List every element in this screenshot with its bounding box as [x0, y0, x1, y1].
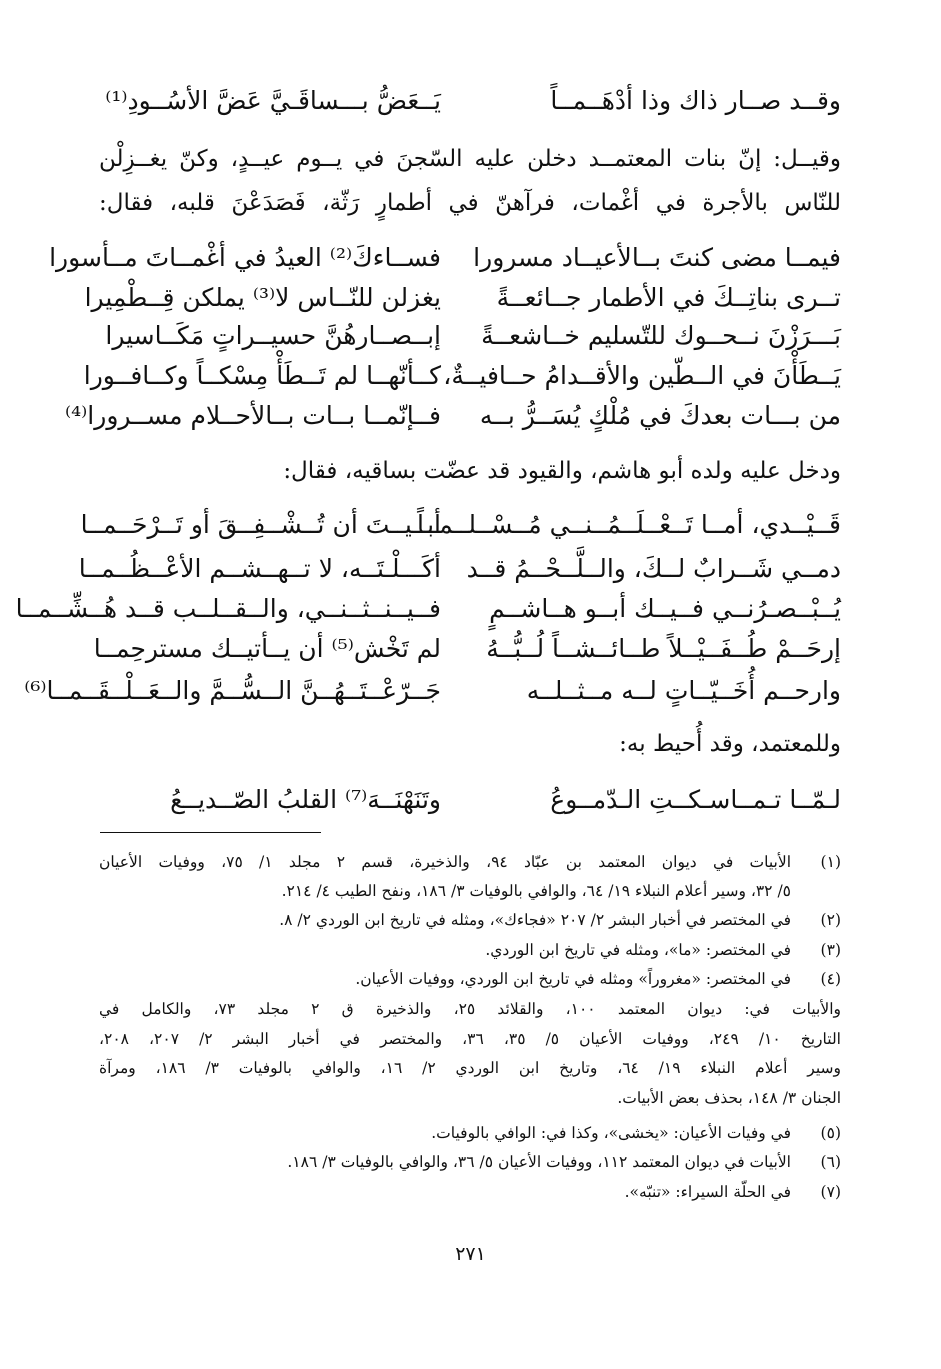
poem1-verse-3-h2: إبــصــارهُنَّ حسيــراتٍ مَكَــاسيرا — [105, 321, 441, 350]
page-number: ٢٧١ — [455, 1243, 486, 1265]
poem2-verse-2-h2: أكَـــلْـتَــه، لا تــهــشــم الأعْــظُــمــا — [78, 554, 441, 583]
footnote-line: في المختصر في أخبار البشر ٢/ ٢٠٧ «فجاءك»، ومثله في تاريخ ابن الوردي ٢/ ٨. — [279, 911, 791, 929]
footnote-number: (١) — [820, 853, 841, 871]
poem2-verse-3-h1: يُــبْــصـرُنــي فــيــك أبــو هــاشــمٍ — [489, 594, 841, 623]
footnote-line: في المختصر: «ما»، ومثله في تاريخ ابن الوردي. — [485, 941, 791, 959]
poem1-verse-5-h2: فــإنّمــا بــات بــالأحــلام مســرورا⁽⁴⁾ — [64, 401, 441, 430]
paragraph-2: ودخل عليه ولده أبو هاشم، والقيود قد عضّت بساقيه، فقال: — [283, 458, 841, 484]
poem1-verse-3-h1: بَـــرَزْنَ نــحــوك للتّسليم خــاشعــةً — [481, 321, 841, 350]
poem1-verse-1-h2: فســاءكَ⁽²⁾ العيدُ في أغْمــاتَ مــأسورا — [49, 243, 441, 272]
poem1-verse-1-h1: فيمــا مضى كنتَ بــالأعيــاد مسرورا — [473, 243, 841, 272]
footnote-number: (٣) — [820, 941, 841, 959]
poem1-verse-4-h2: كــأنّهــا لم تَــطَأْ مِسْكــاً وكــافــورا — [83, 361, 441, 390]
poem2-verse-5-h1: وارحــم أُخَــيّــاتٍ لــه مــثــلــه — [526, 676, 841, 705]
final-verse-h1: لـمّــا تـمــاسـكــتِ الـدّمــوعُ — [550, 785, 841, 814]
footnote-line: والأبيات في: ديوان المعتمد ١٠٠، والقلائد ٢٥، والذخيرة ق ٢ مجلد ٧٣، والكامل في — [99, 1000, 841, 1018]
footnote-line: في الحلّة السيراء: «تنبّه». — [624, 1183, 791, 1201]
poem2-verse-4-h1: إرحَــمْ طُــفَــيْــلاً طــائــشــاً لُــبُّــهُ — [486, 634, 841, 663]
footnote-number: (٢) — [820, 911, 841, 929]
paragraph-3: وللمعتمد، وقد أُحيط به: — [619, 731, 841, 757]
footnote-line: في وفيات الأعيان: «يخشى»، وكذا في: الوافي بالوفيات. — [431, 1124, 791, 1142]
footnote-line: الجنان ٣/ ١٤٨، بحذف بعض الأبيات. — [617, 1089, 841, 1107]
poem1-verse-2-h2: يغزلن للنّــاس لا⁽³⁾ يملكن قِــطْمِيرا — [84, 283, 441, 312]
opening-verse-second-hemistich: يَــعَضُّ بـــساقَـيَّ عَضَّ الأسُــودِ⁽¹⁾ — [105, 86, 441, 115]
poem2-verse-4-h2: لم تَخْش⁽⁵⁾ أن يــأتيــك مسترحِمــا — [93, 634, 441, 663]
poem2-verse-3-h2: فــيــنــثــنــي، والــقــلــب قــد هُــشِّــمــا — [15, 594, 441, 623]
final-verse-h2: وتَنَهْنَــهَ⁽⁷⁾ القلبُ الصّــديــعُ — [170, 785, 441, 814]
footnote-line: الأبيات في ديوان المعتمد ١١٢، ووفيات الأعيان ٥/ ٣٦، والوافي بالوفيات ٣/ ١٨٦. — [287, 1153, 791, 1171]
footnote-line: وسير أعلام النبلاء ١٩/ ٦٤، وتاريخ ابن الوردي ٢/ ١٦، والوافي بالوفيات ٣/ ١٨٦، ومرآة — [99, 1059, 841, 1077]
footnote-number: (٥) — [820, 1124, 841, 1142]
poem1-verse-5-h1: من بـــات بعدكَ في مُلْكٍ يُسَــرُّ بــه — [479, 401, 841, 430]
footnote-line: التاريخ ١٠/ ٢٤٩، ووفيات الأعيان ٥/ ٣٥، ٣٦، والمختصر في أخبار البشر ٢/ ٢٠٧، ٢٠٨، — [99, 1030, 841, 1048]
footnote-line: ٥/ ٣٢، وسير أعلام النبلاء ١٩/ ٦٤، والوافي بالوفيات ٣/ ١٨٦، ونفح الطيب ٤/ ٢١٤. — [281, 882, 791, 900]
poem2-verse-5-h2: جَــرّعْــتَــهُــنَّ الــسُّــمَّ والــعَــلْــقَــمــا⁽⁶⁾ — [24, 676, 441, 705]
footnote-number: (٦) — [820, 1153, 841, 1171]
footnote-line: في المختصر: «مغروراً» ومثله في تاريخ ابن الوردي، ووفيات الأعيان. — [355, 970, 791, 988]
footnote-number: (٤) — [820, 970, 841, 988]
opening-verse-first-hemistich: وقــد صــار ذاك وذا أدْهَــمــاً — [550, 86, 841, 115]
poem2-verse-1-h2: أبــيــتَ أن تُــشْــفِــقَ أو تَــرْحَــمــا — [80, 510, 441, 539]
paragraph-1-line-2: للنّاس بالأجرة في أغْمات، فرآهنّ في أطمارٍ رَثّة، فَصَدَعْنَ قلبه، فقال: — [99, 190, 841, 216]
footnote-line: الأبيات في ديوان المعتمد بن عبّاد ٩٤، والذخيرة، قسم ٢ مجلد ١/ ٧٥، ووفيات الأعيان — [99, 853, 792, 871]
poem1-verse-4-h1: يَــطَأْنَ في الــطّين والأقــدامُ حــافيــةٌ، — [443, 361, 841, 390]
poem2-verse-2-h1: دمــي شَــرابٌ لــكَ، والــلَّــحْــمُ قــد — [466, 554, 841, 583]
footnote-number: (٧) — [820, 1183, 841, 1201]
paragraph-1-line-1: وقيــل: إنّ بنات المعتمــد دخلن عليه السّجنَ في يــوم عيــدٍ، وكنّ يغــزِلْن — [99, 146, 841, 172]
poem2-verse-1-h1: قَــيْــدي، أمــا تَــعْــلَــمُــنــي مُــسْــلــمــاً — [417, 510, 841, 539]
poem1-verse-2-h1: تــرى بناتِــكَ في الأطمار جــائعــةً — [496, 283, 841, 312]
footnote-separator — [100, 832, 321, 833]
